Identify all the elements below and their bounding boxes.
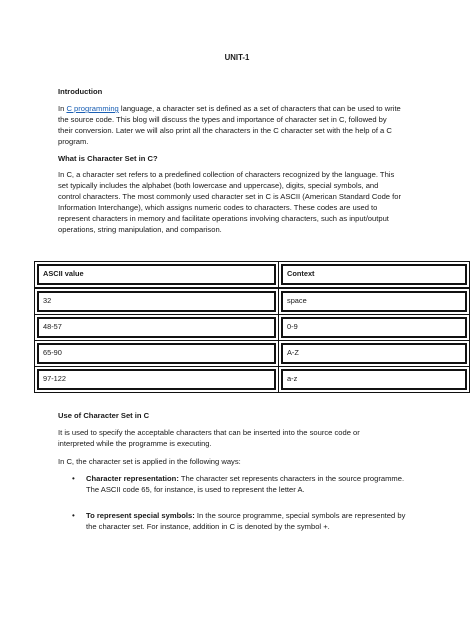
table-row bbox=[35, 317, 471, 343]
c-programming-link[interactable]: C programming bbox=[66, 104, 119, 113]
table-cell: 65-90 bbox=[37, 343, 276, 364]
what-title: What is Character Set in C? bbox=[58, 154, 158, 163]
table-header-row bbox=[35, 264, 471, 290]
what-line-6: operations, string manipulation, and comparison. bbox=[58, 225, 222, 234]
table-cell: space bbox=[281, 291, 467, 312]
what-line-5: represent characters in memory and facilitate operations involving characters, such as input/output bbox=[58, 214, 389, 223]
bullet-1-line-1: Character representation: The character set represents characters in the source programme. bbox=[86, 474, 405, 483]
table-row bbox=[35, 343, 471, 369]
intro-line-1: In C programming language, a character set is defined as a set of characters that can be used to write bbox=[58, 104, 401, 113]
intro-line-3: their conversion. Later we will also print all the characters in the C character set with the help of a C bbox=[58, 126, 392, 135]
bullet-icon: • bbox=[72, 474, 75, 483]
use-title: Use of Character Set in C bbox=[58, 411, 150, 420]
use-p1-line-1: It is used to specify the acceptable characters that can be inserted into the source code or bbox=[58, 428, 360, 437]
table-cell: a-z bbox=[281, 369, 467, 390]
what-line-2: set typically includes the alphabet (both lowercase and uppercase), digits, special symbols, and bbox=[58, 181, 379, 190]
intro-title: Introduction bbox=[58, 87, 103, 96]
bullet-1-line-2: The ASCII code 65, for instance, is used to represent the letter A. bbox=[86, 485, 305, 494]
what-line-1: In C, a character set refers to a predefined collection of characters recognized by the language. This bbox=[58, 170, 395, 179]
table-cell: 32 bbox=[37, 291, 276, 312]
table-cell: 48-57 bbox=[37, 317, 276, 338]
intro-line-4: program. bbox=[58, 137, 89, 146]
intro-line-2: the source code. This blog will discuss the types and importance of character set in C, followed by bbox=[58, 115, 387, 124]
table-row bbox=[35, 291, 471, 317]
what-line-4: Information Interchange), which assigns numeric codes to characters. These codes are used to bbox=[58, 203, 378, 212]
ascii-table bbox=[35, 260, 471, 393]
use-p1-line-2: interpreted while the programme is executing. bbox=[58, 439, 212, 448]
use-p2: In C, the character set is applied in the following ways: bbox=[58, 457, 241, 466]
bullet-icon: • bbox=[72, 511, 75, 520]
table-header-ascii: ASCII value bbox=[37, 264, 276, 285]
bullet-2-line-2: the character set. For instance, addition in C is denoted by the symbol +. bbox=[86, 522, 330, 531]
unit-heading: UNIT-1 bbox=[224, 53, 250, 62]
table-cell: 97-122 bbox=[37, 369, 276, 390]
table-cell: A-Z bbox=[281, 343, 467, 364]
bullet-2-line-1: To represent special symbols: In the source programme, special symbols are represented by bbox=[86, 511, 406, 520]
table-cell: 0-9 bbox=[281, 317, 467, 338]
table-header-context: Context bbox=[281, 264, 467, 285]
table-row bbox=[35, 369, 471, 395]
what-line-3: control characters. The most commonly used character set in C is ASCII (American Standard Code for bbox=[58, 192, 401, 201]
